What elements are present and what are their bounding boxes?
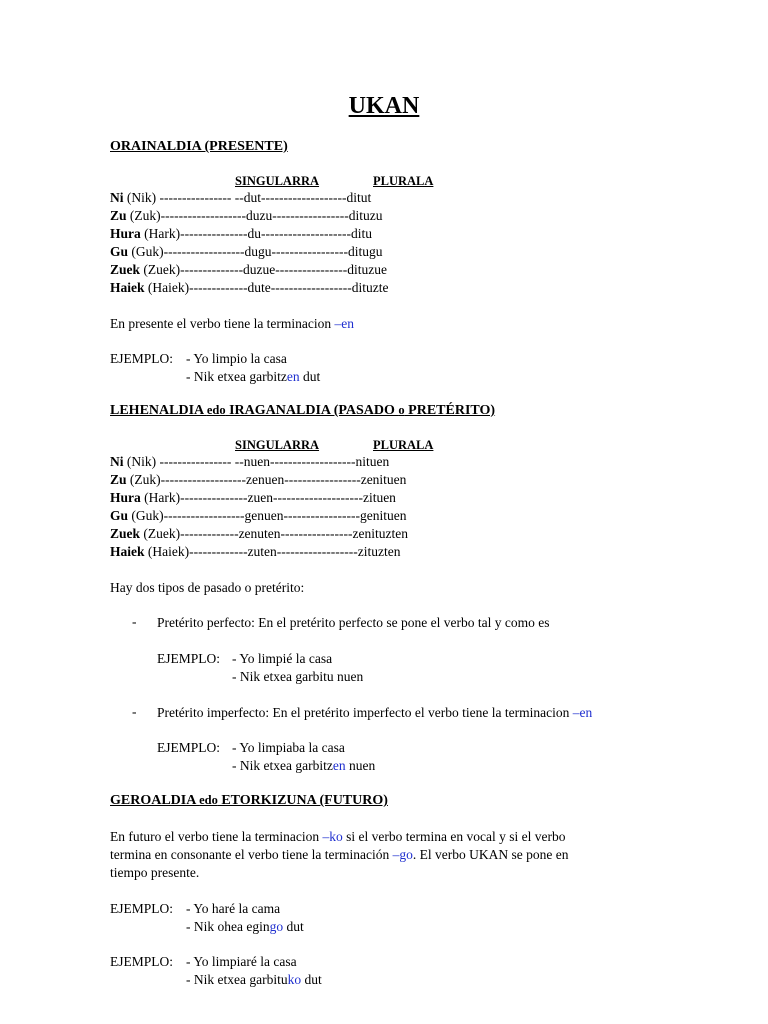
bullet-dash: -	[132, 614, 137, 629]
future-ex2-line1: - Yo limpiaré la casa	[186, 954, 297, 969]
conjugation: (Nik) ---------------- --dut-------------------ditut	[123, 190, 372, 205]
present-note	[110, 315, 354, 333]
conjugation: (Zuek)-------------zenuten----------------zenituzten	[140, 526, 408, 541]
past-intro: Hay dos tipos de pasado o pretérito:	[110, 580, 305, 595]
pronoun: Zuek	[110, 526, 141, 541]
present-row-zu	[110, 207, 382, 225]
future-ex2-line2	[186, 971, 322, 989]
bullet-dash: -	[132, 704, 137, 719]
heading-edo: edo	[206, 403, 226, 417]
present-example-line1: - Yo limpio la casa	[186, 351, 287, 366]
example-text: dut	[283, 919, 304, 934]
suffix-highlight: ko	[287, 972, 302, 987]
example-text: - Nik etxea garbitu	[186, 972, 288, 987]
suffix-highlight: –en	[572, 705, 593, 720]
conjugation: (Zuk)-------------------duzu-----------------dituzu	[126, 208, 383, 223]
example-text: dut	[299, 369, 321, 384]
present-example-label: EJEMPLO:	[110, 351, 177, 366]
past-bullet2	[157, 704, 592, 722]
page-title: UKAN	[348, 93, 420, 119]
past-col-plural: PLURALA	[373, 438, 434, 452]
past-b1-example-line2: - Nik etxea garbitu nuen	[232, 669, 364, 684]
example-text: - Nik ohea egin	[186, 919, 270, 934]
past-row-ni	[110, 453, 389, 471]
future-paragraph-line3: tiempo presente.	[110, 865, 200, 880]
heading-part: IRAGANALDIA (PASADO	[225, 403, 399, 418]
example-text: - Nik etxea garbitz	[232, 758, 333, 773]
pronoun: Ni	[110, 454, 124, 469]
bullet-text: Pretérito imperfecto: En el pretérito imperfecto el verbo tiene la terminacion	[157, 705, 573, 720]
conjugation: (Guk)------------------dugu-----------------ditugu	[128, 244, 383, 259]
future-ex1-line2	[186, 918, 304, 936]
past-b2-example-line2	[232, 757, 375, 775]
future-paragraph-line1	[110, 828, 565, 846]
conjugation: (Haiek)-------------dute------------------dituzte	[144, 280, 389, 295]
suffix-highlight: en	[332, 758, 346, 773]
present-col-singular: SINGULARRA	[235, 174, 320, 188]
past-row-hura	[110, 489, 396, 507]
suffix-highlight: en	[286, 369, 300, 384]
past-heading	[110, 403, 495, 419]
present-row-ni	[110, 189, 371, 207]
past-row-gu	[110, 507, 406, 525]
heading-edo: edo	[199, 793, 218, 807]
pronoun: Zuek	[110, 262, 141, 277]
paragraph-text: En futuro el verbo tiene la terminacion	[110, 829, 323, 844]
pronoun: Hura	[110, 226, 141, 241]
pronoun: Gu	[110, 244, 129, 259]
suffix-highlight: –ko	[322, 829, 343, 844]
past-b2-example-line1: - Yo limpiaba la casa	[232, 740, 345, 755]
present-row-hura	[110, 225, 372, 243]
pronoun: Haiek	[110, 280, 145, 295]
suffix-highlight: –en	[334, 316, 355, 331]
paragraph-text: termina en consonante el verbo tiene la terminación	[110, 847, 393, 862]
conjugation: (Zuek)--------------duzue----------------dituzue	[140, 262, 387, 277]
heading-o: o	[398, 403, 405, 417]
suffix-highlight: go	[269, 919, 284, 934]
future-heading	[110, 793, 388, 809]
example-text: - Nik etxea garbitz	[186, 369, 287, 384]
paragraph-text: . El verbo UKAN se pone en	[412, 847, 569, 862]
past-b1-example-line1: - Yo limpié la casa	[232, 651, 333, 666]
past-bullet1: Pretérito perfecto: En el pretérito perfecto se pone el verbo tal y como es	[157, 615, 550, 630]
present-row-zuek	[110, 261, 387, 279]
past-b1-example-label: EJEMPLO:	[157, 651, 224, 666]
future-ex2-label: EJEMPLO:	[110, 954, 177, 969]
present-heading: ORAINALDIA (PRESENTE)	[110, 139, 288, 154]
paragraph-text: si el verbo termina en vocal y si el verbo	[342, 829, 566, 844]
past-row-haiek	[110, 543, 400, 561]
pronoun: Gu	[110, 508, 129, 523]
past-row-zu	[110, 471, 406, 489]
example-text: dut	[301, 972, 322, 987]
pronoun: Ni	[110, 190, 124, 205]
past-b2-example-label: EJEMPLO:	[157, 740, 224, 755]
future-ex1-line1: - Yo haré la cama	[186, 901, 281, 916]
conjugation: (Haiek)-------------zuten------------------zituzten	[144, 544, 401, 559]
heading-part: PRETÉRITO)	[404, 403, 496, 418]
past-row-zuek	[110, 525, 408, 543]
pronoun: Zu	[110, 472, 127, 487]
present-example-line2	[186, 368, 320, 386]
pronoun: Haiek	[110, 544, 145, 559]
future-ex1-label: EJEMPLO:	[110, 901, 177, 916]
conjugation: (Hark)---------------du--------------------ditu	[140, 226, 372, 241]
heading-part: LEHENALDIA	[110, 403, 207, 418]
conjugation: (Guk)------------------genuen-----------------genituen	[128, 508, 407, 523]
heading-part: GEROALDIA	[110, 793, 200, 808]
past-col-singular: SINGULARRA	[235, 438, 320, 452]
pronoun: Zu	[110, 208, 127, 223]
present-row-gu	[110, 243, 382, 261]
heading-part: ETORKIZUNA (FUTURO)	[217, 793, 388, 808]
conjugation: (Zuk)-------------------zenuen-----------------zenituen	[126, 472, 407, 487]
pronoun: Hura	[110, 490, 141, 505]
example-text: nuen	[345, 758, 376, 773]
conjugation: (Nik) ---------------- --nuen-------------------nituen	[123, 454, 390, 469]
present-col-plural: PLURALA	[373, 174, 434, 188]
conjugation: (Hark)---------------zuen--------------------zituen	[140, 490, 396, 505]
note-text: En presente el verbo tiene la terminacion	[110, 316, 335, 331]
present-row-haiek	[110, 279, 388, 297]
future-paragraph-line2	[110, 846, 568, 864]
suffix-highlight: –go	[392, 847, 413, 862]
